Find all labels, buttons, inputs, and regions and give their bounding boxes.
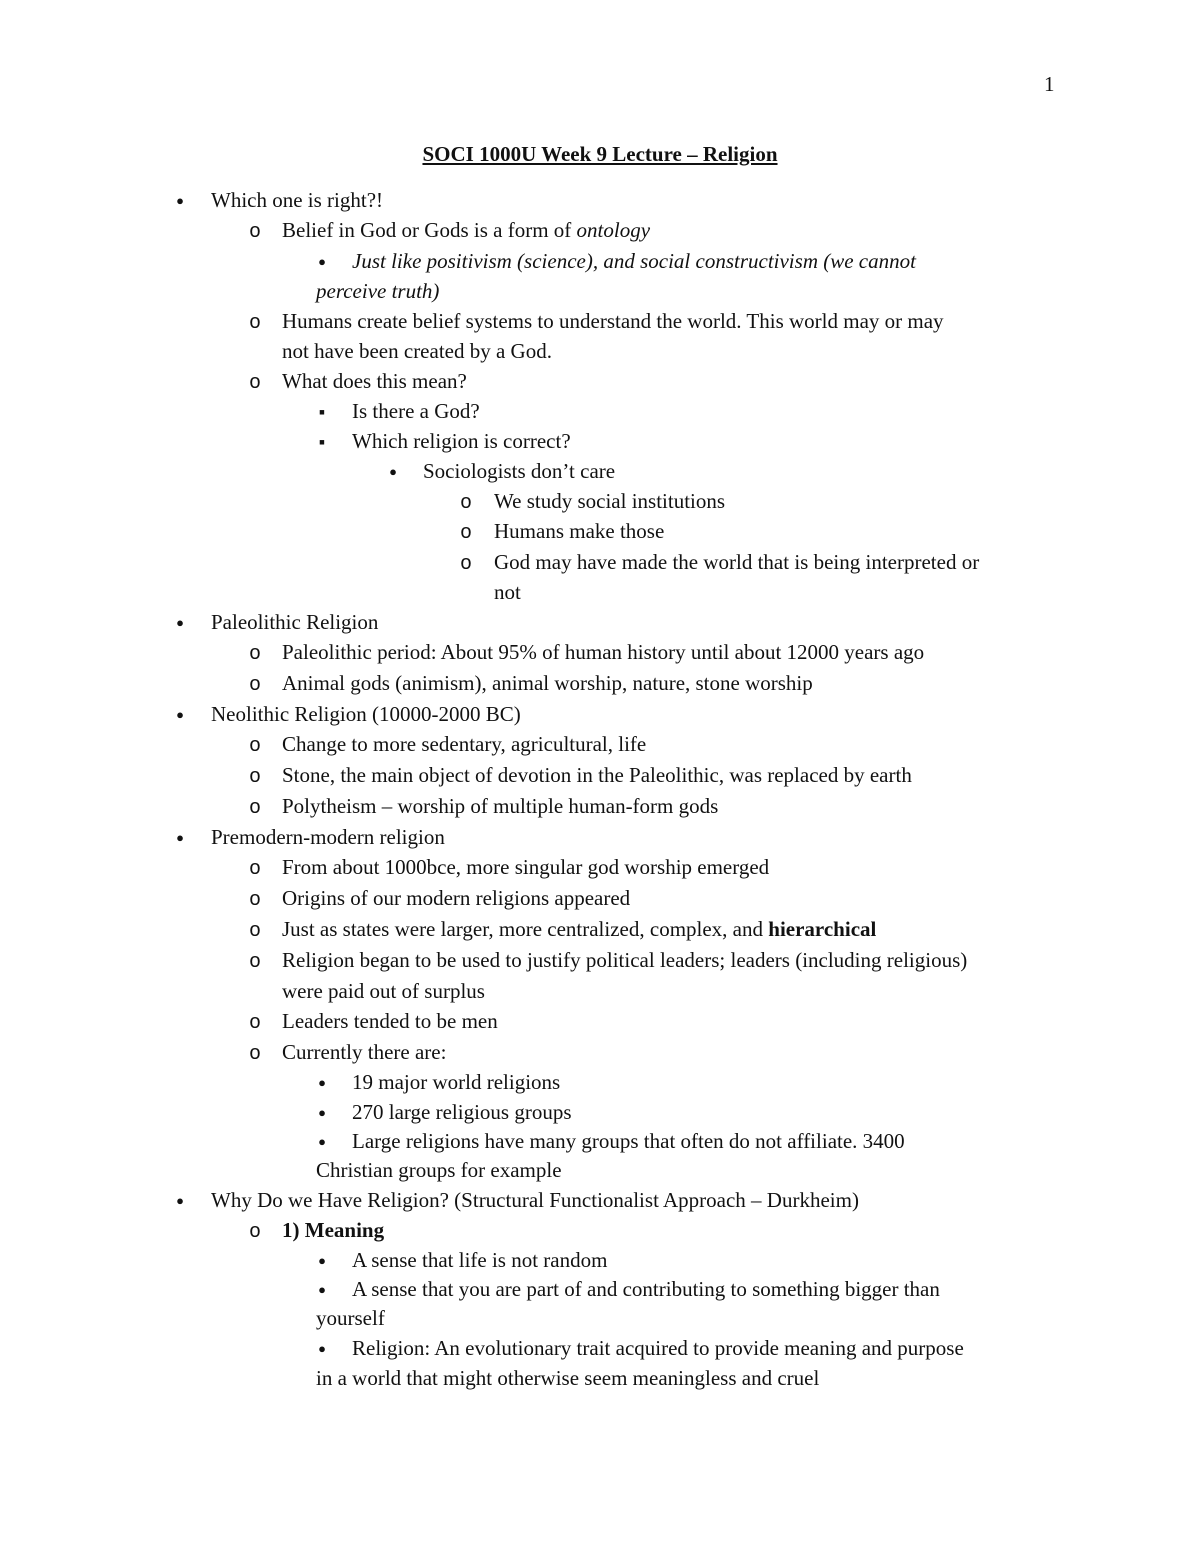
list-item: Leaders tended to be men: [282, 1009, 498, 1033]
bullet-marker: [456, 516, 476, 549]
list-item: What does this mean?: [282, 369, 467, 393]
list-item: Large religions have many groups that often do not affiliate. 3400: [352, 1129, 905, 1153]
bullet-marker: [245, 637, 265, 670]
list-item: Just like positivism (science), and social constructivism (we cannot: [352, 249, 916, 273]
list-item-continuation: in a world that might otherwise seem meaningless and cruel: [316, 1366, 820, 1390]
list-item: Belief in God or Gods is a form of ontology: [282, 218, 651, 242]
page-title: SOCI 1000U Week 9 Lecture – Religion: [422, 142, 778, 166]
list-item: 270 large religious groups: [352, 1100, 572, 1124]
list-item: Just as states were larger, more centralized, complex, and hierarchical: [282, 917, 877, 941]
bullet-marker: [170, 1185, 190, 1218]
bullet-marker: [312, 246, 332, 279]
bullet-marker: [456, 486, 476, 519]
bullet-marker: [383, 456, 403, 489]
bullet-marker: [245, 760, 265, 793]
bullet-marker: [170, 699, 190, 732]
page-number: 1: [1044, 72, 1055, 96]
list-item: Which religion is correct?: [352, 429, 571, 453]
list-item: Polytheism – worship of multiple human-form gods: [282, 794, 719, 818]
list-item: Animal gods (animism), animal worship, nature, stone worship: [282, 671, 813, 695]
list-item-continuation: not: [494, 580, 521, 604]
list-item: Which one is right?!: [211, 188, 384, 212]
list-item-continuation: not have been created by a God.: [282, 339, 552, 363]
bullet-marker: [245, 852, 265, 885]
bullet-marker: [245, 366, 265, 399]
list-item-continuation: were paid out of surplus: [282, 979, 485, 1003]
list-item: Religion began to be used to justify political leaders; leaders (including religious): [282, 948, 968, 972]
bullet-marker: [245, 883, 265, 916]
list-item-continuation: yourself: [316, 1306, 385, 1330]
list-item: Is there a God?: [352, 399, 480, 423]
list-item-continuation: perceive truth): [316, 279, 440, 303]
list-item: 1) Meaning: [282, 1218, 385, 1242]
list-item: Currently there are:: [282, 1040, 447, 1064]
list-item: Neolithic Religion (10000-2000 BC): [211, 702, 521, 726]
bullet-marker: [170, 185, 190, 218]
bullet-marker: [312, 1067, 332, 1100]
bullet-marker: [245, 914, 265, 947]
list-item: Change to more sedentary, agricultural, life: [282, 732, 647, 756]
list-item: Religion: An evolutionary trait acquired to provide meaning and purpose: [352, 1336, 964, 1360]
list-item: God may have made the world that is being interpreted or: [494, 550, 980, 574]
bullet-marker: [170, 607, 190, 640]
bullet-marker: [312, 396, 332, 427]
list-item: Premodern-modern religion: [211, 825, 445, 849]
list-item: 19 major world religions: [352, 1070, 561, 1094]
list-item: A sense that you are part of and contributing to something bigger than: [352, 1277, 940, 1301]
bullet-marker: [245, 791, 265, 824]
bullet-marker: [245, 668, 265, 701]
list-item: Why Do we Have Religion? (Structural Functionalist Approach – Durkheim): [211, 1188, 859, 1212]
bullet-marker: [245, 729, 265, 762]
bullet-marker: [312, 1333, 332, 1366]
list-item-continuation: Christian groups for example: [316, 1158, 562, 1182]
bullet-marker: [245, 306, 265, 339]
bullet-marker: [170, 822, 190, 855]
list-item: Humans create belief systems to understand the world. This world may or may: [282, 309, 944, 333]
list-item: Stone, the main object of devotion in the Paleolithic, was replaced by earth: [282, 763, 912, 787]
list-item: Sociologists don’t care: [423, 459, 616, 483]
bullet-marker: [245, 215, 265, 248]
bullet-marker: [245, 1215, 265, 1248]
list-item: From about 1000bce, more singular god worship emerged: [282, 855, 770, 879]
bullet-marker: [456, 547, 476, 580]
list-item: A sense that life is not random: [352, 1248, 608, 1272]
list-item: Origins of our modern religions appeared: [282, 886, 631, 910]
list-item: Paleolithic Religion: [211, 610, 379, 634]
bullet-marker: [245, 1037, 265, 1070]
bullet-marker: [312, 426, 332, 457]
list-item: We study social institutions: [494, 489, 726, 513]
list-item: Paleolithic period: About 95% of human history until about 12000 years ago: [282, 640, 925, 664]
list-item: Humans make those: [494, 519, 665, 543]
bullet-marker: [245, 945, 265, 978]
bullet-marker: [245, 1006, 265, 1039]
